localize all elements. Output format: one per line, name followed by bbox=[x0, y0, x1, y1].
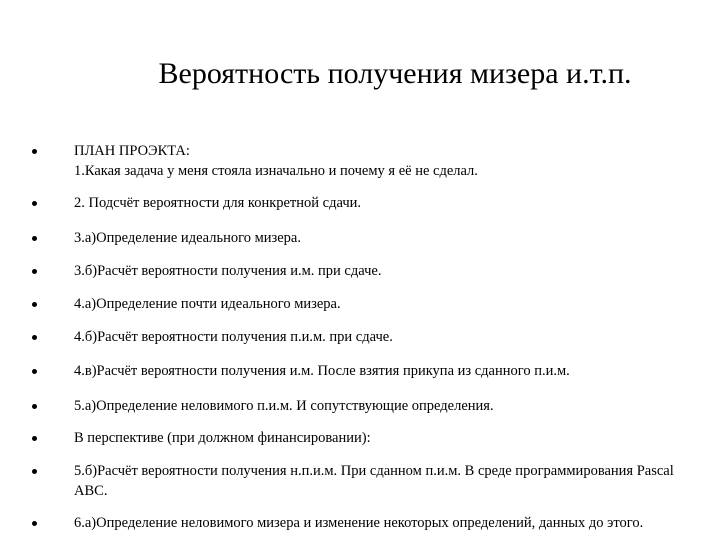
list-item-text bbox=[74, 261, 381, 281]
bullet-icon bbox=[32, 469, 37, 474]
list-item-line: 2. Подсчёт вероятности для конкретной сдачи. bbox=[74, 195, 362, 211]
list-item-text bbox=[74, 513, 643, 533]
bullet-icon bbox=[32, 436, 37, 441]
bullet-icon bbox=[32, 404, 37, 409]
list-item-line: 5.б)Расчёт вероятности получения н.п.и.м. При сданном п.и.м. В среде программирования Pascal bbox=[74, 463, 674, 479]
list-item-line: ПЛАН ПРОЭКТА: bbox=[74, 143, 190, 159]
bullet-icon bbox=[32, 269, 37, 274]
list-item-text bbox=[74, 228, 301, 248]
bullet-icon bbox=[32, 335, 37, 340]
bullet-icon bbox=[32, 369, 37, 374]
list-item-line: ABC. bbox=[74, 483, 108, 499]
list-item-text bbox=[74, 461, 674, 501]
list-item-line: В перспективе (при должном финансировании): bbox=[74, 430, 371, 446]
list-item-line: 6.а)Определение неловимого мизера и изменение некоторых определений, данных до этого. bbox=[74, 515, 644, 531]
list-item-line: 1.Какая задача у меня стояла изначально и почему я её не сделал. bbox=[74, 163, 478, 179]
list-item-line: 5.а)Определение неловимого п.и.м. И сопутствующие определения. bbox=[74, 398, 494, 414]
list-item-line: 3.а)Определение идеального мизера. bbox=[74, 230, 301, 246]
list-item-text bbox=[74, 193, 361, 213]
list-item-text bbox=[74, 396, 494, 416]
list-item-line: 4.а)Определение почти идеального мизера. bbox=[74, 296, 341, 312]
bullet-icon bbox=[32, 236, 37, 241]
list-item-line: 4.в)Расчёт вероятности получения и.м. После взятия прикупа из сданного п.и.м. bbox=[74, 363, 570, 379]
list-item-text bbox=[74, 428, 371, 448]
list-item-text bbox=[74, 141, 478, 181]
list-item-line: 4.б)Расчёт вероятности получения п.и.м. при сдаче. bbox=[74, 329, 393, 345]
list-item-text bbox=[74, 327, 393, 347]
bullet-icon bbox=[32, 149, 37, 154]
list-item-text bbox=[74, 361, 570, 381]
slide-title: Вероятность получения мизера и.т.п. bbox=[158, 57, 632, 90]
list-item-text bbox=[74, 294, 341, 314]
bullet-icon bbox=[32, 201, 37, 206]
list-item-line: 3.б)Расчёт вероятности получения и.м. при сдаче. bbox=[74, 263, 382, 279]
bullet-icon bbox=[32, 521, 37, 526]
bullet-icon bbox=[32, 302, 37, 307]
